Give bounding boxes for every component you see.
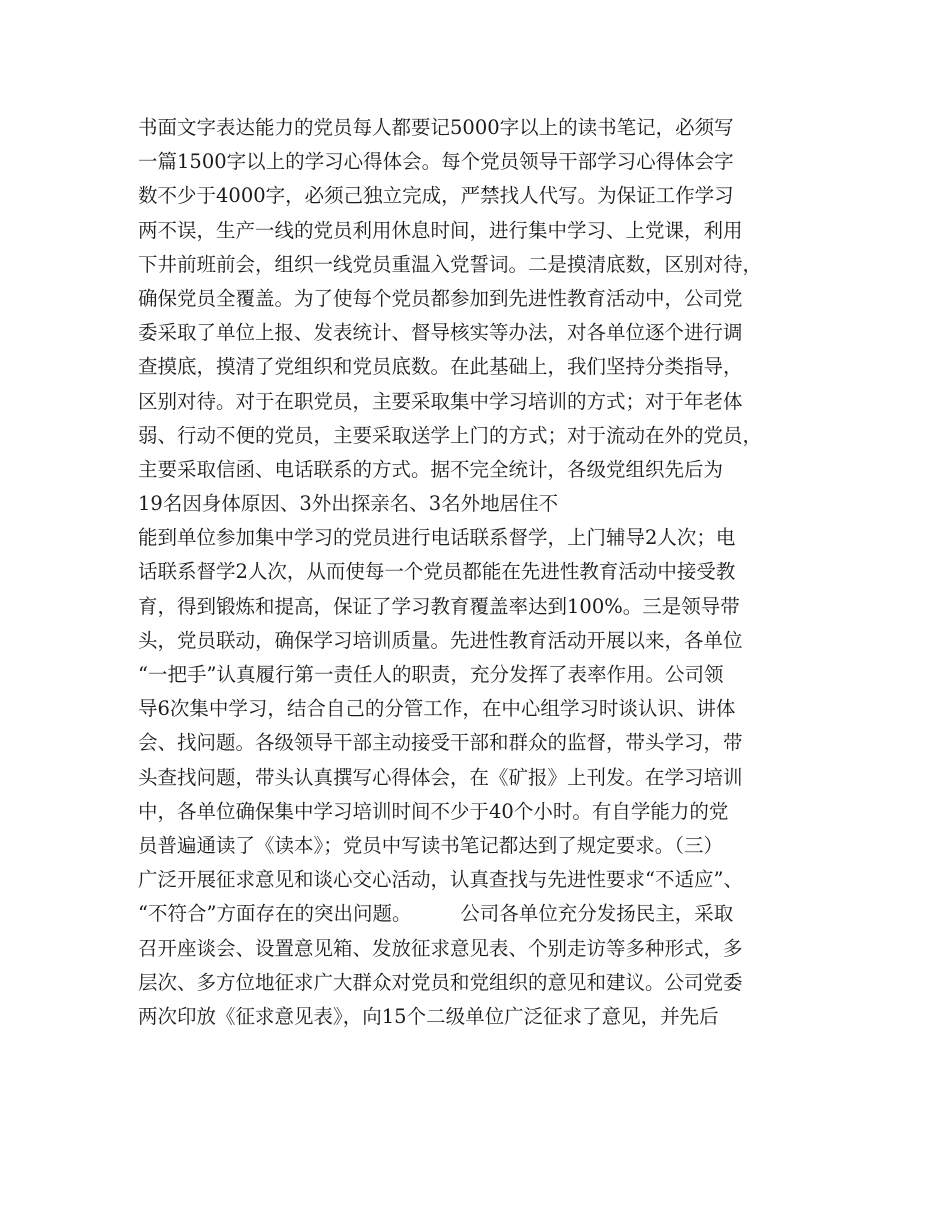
text-line: 会、找问题。各级领导干部主动接受干部和群众的监督，带头学习，带 (138, 731, 743, 755)
text-line: “一把手”认真履行第一责任人的职责，充分发挥了表率作用。公司领 (138, 663, 724, 686)
text-line: 书面文字表达能力的党员每人都要记5000字以上的读书笔记，必须写 (138, 116, 734, 139)
body-text (138, 111, 838, 1034)
text-line: 话联系督学2人次，从而使每一个党员都能在先进性教育活动中接受教 (138, 560, 736, 584)
text-line: 育，得到锻炼和提高，保证了学习教育覆盖率达到100%。三是领导带 (138, 594, 740, 618)
text-line: 两不误，生产一线的党员利用休息时间，进行集中学习、上党课，利用 (138, 218, 743, 242)
text-line: 召开座谈会、设置意见箱、发放征求意见表、个别走访等多种形式，多 (138, 936, 743, 960)
text-line: “不符合”方面存在的突出问题。 公司各单位充分发扬民主，采取 (138, 902, 734, 926)
text-line: 下井前班前会，组织一线党员重温入党誓词。二是摸清底数，区别对待， (138, 252, 763, 276)
text-line: 头查找问题，带头认真撰写心得体会，在《矿报》上刊发。在学习培训 (138, 765, 743, 789)
text-line: 头，党员联动，确保学习培训质量。先进性教育活动开展以来，各单位 (138, 628, 743, 652)
text-line: 委采取了单位上报、发表统计、督导核实等办法，对各单位逐个进行调 (138, 321, 743, 345)
text-line: 中，各单位确保集中学习培训时间不少于40个小时。有自学能力的党 (138, 799, 729, 823)
text-line: 一篇1500字以上的学习心得体会。每个党员领导干部学习心得体会字 (138, 150, 734, 174)
text-line: 区别对待。对于在职党员，主要采取集中学习培训的方式；对于年老体 (138, 389, 743, 413)
text-line: 导6次集中学习，结合自己的分管工作，在中心组学习时谈认识、讲体 (138, 697, 736, 721)
text-line: 两次印放《征求意见表》，向15个二级单位广泛征求了意见，并先后 (138, 1004, 719, 1028)
text-line: 广泛开展征求意见和谈心交心活动，认真查找与先进性要求“不适应”、 (138, 868, 743, 892)
text-line: 主要采取信函、电话联系的方式。据不完全统计，各级党组织先后为 (138, 457, 724, 481)
text-line: 19名因身体原因、3外出探亲名、3名外地居住不 (138, 492, 559, 516)
text-line: 弱、行动不便的党员，主要采取送学上门的方式；对于流动在外的党员， (138, 423, 763, 447)
text-line: 查摸底，摸清了党组织和党员底数。在此基础上，我们坚持分类指导， (138, 355, 743, 379)
text-line: 能到单位参加集中学习的党员进行电话联系督学，上门辅导2人次；电 (138, 526, 736, 550)
text-line: 数不少于4000字，必须己独立完成，严禁找人代写。为保证工作学习 (138, 184, 734, 208)
text-line: 员普遍通读了《读本》；党员中写读书笔记都达到了规定要求。（三） (138, 833, 724, 857)
text-line: 确保党员全覆盖。为了使每个党员都参加到先进性教育活动中，公司党 (138, 286, 743, 310)
text-line: 层次、多方位地征求广大群众对党员和党组织的意见和建议。公司党委 (138, 970, 743, 994)
